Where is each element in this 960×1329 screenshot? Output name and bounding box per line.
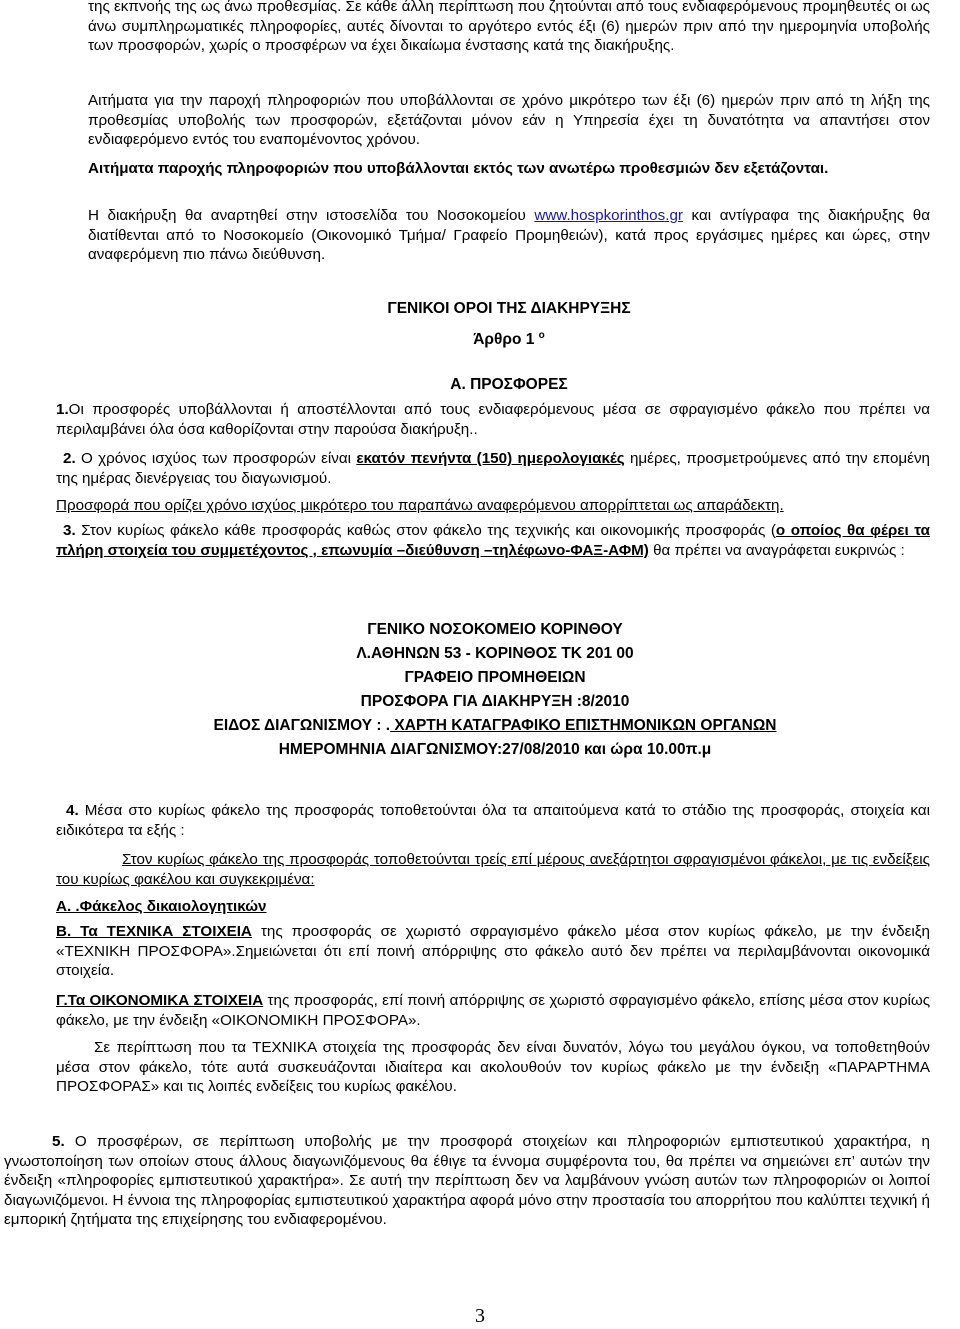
text-span: της προσφοράς, επί ποινή απόρριψης σε χωριστό σφραγισμένο φάκελο, επίσης μέσα στον κυρίως φάκελο, με την ένδειξη «ΟΙΚΟΝΟΜΙΚΗ ΠΡΟΣΦΟΡΑ». xyxy=(56,992,931,1029)
paragraph-text xyxy=(56,922,930,981)
paragraph-publication xyxy=(88,206,930,265)
item-4 xyxy=(56,801,930,840)
text-span: της προσφοράς σε χωριστό σφραγισμένο φάκελο μέσα στον κυρίως φάκελο, με την ένδειξη «ΤΕΧΝΙΚΗ ΠΡΟΣΦΟΡΑ».Σημειώνεται ότι επί ποινή απόρριψης στο φάκελο αυτό δεν πρέπει να περιλαμβάνονται οικονομικά στοιχεία. xyxy=(56,923,930,980)
item-number: 3. xyxy=(63,522,76,539)
paragraph-out-of-deadline xyxy=(88,159,930,179)
envelope-label: Γ.Τα ΟΙΚΟΝΟΜΙΚΑ ΣΤΟΙΧΕΙΑ xyxy=(56,992,264,1009)
paragraph-text xyxy=(4,1132,930,1230)
item-number: 5. xyxy=(52,1133,65,1150)
text-span: ημέρες, προσμετρούμενες από την επομένη της ημέρας διενέργειας του διαγωνισμού. xyxy=(56,450,930,487)
item-4-envelopes xyxy=(56,850,930,889)
envelope-a xyxy=(56,897,930,917)
address-label: ΕΙΔΟΣ ΔΙΑΓΩΝΙΣΜΟΥ : . xyxy=(213,717,391,734)
paragraph-text xyxy=(56,400,930,439)
item-2 xyxy=(56,449,930,488)
item-number: 1. xyxy=(56,401,69,418)
paragraph-text xyxy=(56,801,930,840)
heading-article xyxy=(88,326,930,350)
address-line: ΓΡΑΦΕΙΟ ΠΡΟΜΗΘΕΙΩΝ xyxy=(404,669,586,686)
address-line: ΗΜΕΡΟΜΗΝΙΑ ΔΙΑΓΩΝΙΣΜΟΥ:27/08/2010 και ώρα 10.00π.μ xyxy=(278,741,712,758)
heading-general-terms: ΓΕΝΙΚΟΙ ΟΡΟΙ ΤΗΣ ΔΙΑΚΗΡΥΞΗΣ xyxy=(387,300,631,317)
address-line xyxy=(74,714,916,738)
address-line: ΠΡΟΣΦΟΡΑ ΓΙΑ ΔΙΑΚΗΡΥΞΗ :8/2010 xyxy=(360,693,630,710)
envelope-label: Β. Τα ΤΕΧΝΙΚΑ ΣΤΟΙΧΕΙΑ xyxy=(56,923,252,940)
paragraph-text xyxy=(56,521,930,560)
text-span: Οι προσφορές υποβάλλονται ή αποστέλλονται από τους ενδιαφερόμενους μέσα σε σφραγισμένο φάκελο που πρέπει να περιλαμβάνει όλα όσα καθορίζονται στην παρούσα διακήρυξη.. xyxy=(56,401,930,438)
paragraph-clarifications xyxy=(88,0,930,56)
address-line: Λ.ΑΘΗΝΩΝ 53 - ΚΟΡΙΝΘΟΣ ΤΚ 201 00 xyxy=(356,645,634,662)
article-superscript: ο xyxy=(538,330,545,341)
text-span: Η διακήρυξη θα αναρτηθεί στην ιστοσελίδα του Νοσοκομείου xyxy=(88,207,535,224)
article-label: Άρθρο 1 xyxy=(473,331,535,349)
paragraph-text: της εκπνοής της ως άνω προθεσμίας. Σε κάθε άλλη περίπτωση που ζητούνται από τους ενδιαφερόμενους προμηθευτές οι ως άνω συμπληρωματικές πληροφορίες, αυτές δίνονται το αργότερο εντός έξι (6) ημερών πριν από την ημερομηνία υποβολής των προσφορών, χωρίς ο προσφέρων να έχει δικαίωμα ένστασης κατά της διακήρυξης. xyxy=(88,0,930,55)
text-span: και αντίγραφα της διακήρυξης θα διατίθενται από το Νοσοκομείο (Οικονομικό Τμήμα/ Γραφείο Προμηθειών), κατά προς εργάσιμες ημέρες και ώρες, στην αναφερόμενη πιο πάνω διεύθυνση. xyxy=(88,207,931,264)
paragraph-text: Α. .Φάκελος δικαιολογητικών xyxy=(56,898,267,915)
paragraph-text xyxy=(56,449,930,488)
envelope-b xyxy=(56,922,930,981)
envelope-c xyxy=(56,991,930,1030)
paragraph-text xyxy=(56,991,930,1030)
paragraph-text: Σε περίπτωση που τα ΤΕΧΝΙΚΑ στοιχεία της προσφοράς δεν είναι δυνατόν, λόγω του μεγάλου όγκου, να τοποθετηθούν μέσα στον φάκελο, τότε αυτά συσκευάζονται ιδιαίτερα και ακολουθούν τον κυρίως φάκελο με την ένδειξη «ΠΑΡΑΡΤΗΜΑ ΠΡΟΣΦΟΡΑΣ» και τις λοιπές ενδείξεις του κυρίως φακέλου. xyxy=(56,1039,930,1096)
address-value: ΧΑΡΤΗ ΚΑΤΑΓΡΑΦΙΚΟ ΕΠΙΣΤΗΜΟΝΙΚΩΝ ΟΡΓΑΝΩΝ xyxy=(390,717,777,734)
page-number: 3 xyxy=(475,1305,485,1327)
paragraph-text: Προσφορά που ορίζει χρόνο ισχύος μικρότερο του παραπάνω αναφερόμενου απορρίπτεται ως απαράδεκτη. xyxy=(56,497,784,514)
envelope-address xyxy=(74,618,916,762)
paragraph-text xyxy=(88,206,930,265)
text-span: Ο προσφέρων, σε περίπτωση υποβολής με την προσφορά στοιχείων και πληροφοριών εμπιστευτικού χαρακτήρα, η γνωστοποίηση των οποίων στους άλλους διαγωνιζόμενους θα έθιγε τα έννομα συμφέροντα του, θα πρέπει να σημειώνει επ’ αυτών την ένδειξη «πληροφορίες εμπιστευτικού χαρακτήρα». Σε αυτή την περίπτωση δεν να λαμβάνουν γνώση αυτών των πληροφοριών οι λοιποί διαγωνιζόμενοι. Η έννοια της πληροφορίας εμπιστευτικού χαρακτήρα αφορά μόνο στην προστασία του απορρήτου που καλύπτει τεχνική ή εμπορική ζητήματα της επιχείρησης του ενδιαφερομένου. xyxy=(4,1133,930,1229)
text-span: Ο χρόνος ισχύος των προσφορών είναι xyxy=(75,450,357,467)
paragraph-text: Αιτήματα παροχής πληροφοριών που υποβάλλονται εκτός των ανωτέρω προθεσμιών δεν εξετάζονται. xyxy=(88,160,829,177)
item-3 xyxy=(56,521,930,560)
hospital-website-link[interactable]: www.hospkorinthos.gr xyxy=(534,207,683,224)
item-number: 2. xyxy=(63,450,76,467)
heading-section-offers: Α. ΠΡΟΣΦΟΡΕΣ xyxy=(450,376,568,393)
text-span: Στον κυρίως φάκελο κάθε προσφοράς καθώς στον φάκελο της τεχνικής και οικονομικής προσφοράς ( xyxy=(75,522,776,539)
item-2-note xyxy=(56,496,930,516)
paragraph-text: Στον κυρίως φάκελο της προσφοράς τοποθετούνται τρείς επί μέρους ανεξάρτητοι σφραγισμένοι φάκελοι, με τις ενδείξεις του κυρίως φακέλου και συγκεκριμένα: xyxy=(56,851,930,888)
envelope-appendix xyxy=(56,1038,930,1097)
item-number: 4. xyxy=(66,802,79,819)
paragraph-late-requests xyxy=(88,91,930,150)
validity-period: εκατόν πενήντα (150) ημερολογιακές xyxy=(356,450,625,467)
paragraph-text: Αιτήματα για την παροχή πληροφοριών που υποβάλλονται σε χρόνο μικρότερο των έξι (6) ημερών πριν από τη λήξη της προθεσμίας υποβολής των προσφορών, εξετάζονται μόνον εάν η Υπηρεσία έχει τη δυνατότητα να απαντήσει στον ενδιαφερόμενο εντός του εναπομένοντος χρόνου. xyxy=(88,92,930,149)
item-1 xyxy=(56,400,930,439)
address-line: ΓΕΝΙΚΟ ΝΟΣΟΚΟΜΕΙΟ ΚΟΡΙΝΘΟΥ xyxy=(367,621,623,638)
text-span: Μέσα στο κυρίως φάκελο της προσφοράς τοποθετούνται όλα τα απαιτούμενα κατά το στάδιο της προσφοράς, στοιχεία και ειδικότερα τα εξής : xyxy=(56,802,930,839)
text-span: θα πρέπει να αναγράφεται ευκρινώς : xyxy=(648,541,905,559)
item-5 xyxy=(4,1132,930,1230)
participant-details: ο οποίος θα φέρει τα πλήρη στοιχεία του συμμετέχοντος , επωνυμία –διεύθυνση –τηλέφωνο-ΦΑΞ-ΑΦΜ) xyxy=(56,522,930,559)
